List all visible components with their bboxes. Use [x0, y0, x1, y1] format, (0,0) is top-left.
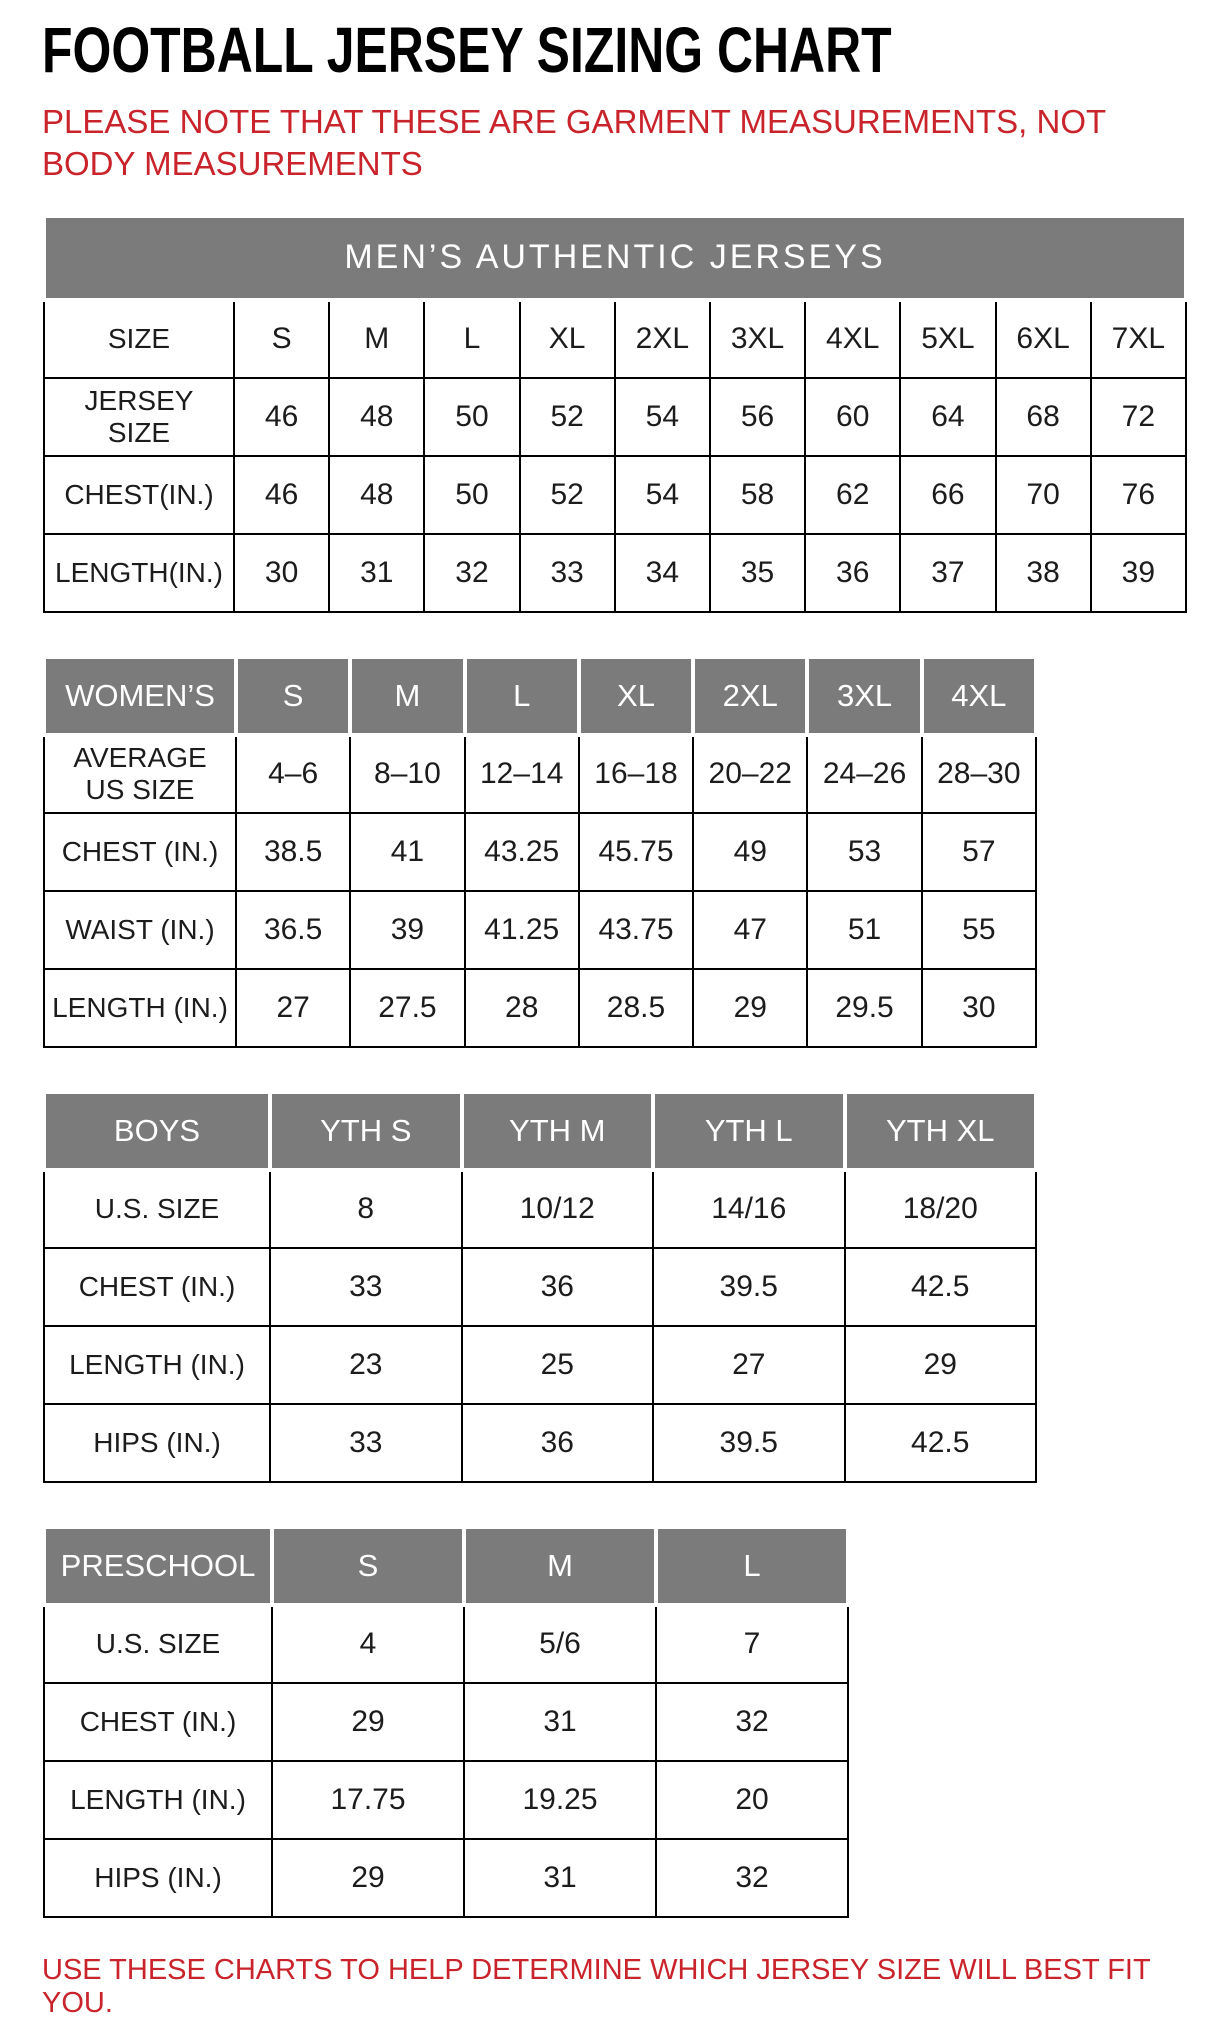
header-cell: XL: [579, 657, 693, 735]
value-cell: 37: [900, 534, 995, 612]
header-label-cell: PRESCHOOL: [44, 1527, 272, 1605]
value-cell: 60: [805, 378, 900, 456]
table-row: [44, 891, 1036, 969]
table-row: [44, 735, 1036, 813]
value-cell: 38.5: [236, 813, 350, 891]
value-cell: 35: [710, 534, 805, 612]
table-row: [44, 813, 1036, 891]
value-cell: 57: [922, 813, 1036, 891]
value-cell: 20: [656, 1761, 848, 1839]
value-cell: 28–30: [922, 735, 1036, 813]
value-cell: 54: [615, 456, 710, 534]
value-cell: 43.75: [579, 891, 693, 969]
value-cell: 68: [996, 378, 1091, 456]
table-row: [44, 1326, 1036, 1404]
header-cell: YTH S: [270, 1092, 462, 1170]
value-cell: S: [234, 300, 329, 378]
value-cell: 36.5: [236, 891, 350, 969]
value-cell: 43.25: [465, 813, 579, 891]
value-cell: 32: [656, 1839, 848, 1917]
value-cell: 6XL: [996, 300, 1091, 378]
value-cell: 33: [270, 1248, 462, 1326]
table-row: [44, 1248, 1036, 1326]
header-cell: 4XL: [922, 657, 1036, 735]
row-label-cell: CHEST (IN.): [44, 1248, 270, 1326]
value-cell: 28.5: [579, 969, 693, 1047]
value-cell: 27: [653, 1326, 845, 1404]
value-cell: 29: [845, 1326, 1037, 1404]
value-cell: 58: [710, 456, 805, 534]
value-cell: 32: [656, 1683, 848, 1761]
row-label-cell: LENGTH(IN.): [44, 534, 234, 612]
header-label-cell: WOMEN’S: [44, 657, 236, 735]
table-row: [44, 1761, 848, 1839]
table-row: [44, 1683, 848, 1761]
value-cell: 72: [1091, 378, 1186, 456]
value-cell: 39: [1091, 534, 1186, 612]
header-cell: L: [465, 657, 579, 735]
value-cell: 8–10: [350, 735, 464, 813]
value-cell: L: [424, 300, 519, 378]
value-cell: 18/20: [845, 1170, 1037, 1248]
value-cell: 29.5: [807, 969, 921, 1047]
value-cell: 30: [922, 969, 1036, 1047]
value-cell: 23: [270, 1326, 462, 1404]
value-cell: 49: [693, 813, 807, 891]
header-cell: S: [236, 657, 350, 735]
value-cell: 36: [462, 1248, 654, 1326]
value-cell: 24–26: [807, 735, 921, 813]
value-cell: 31: [464, 1683, 656, 1761]
page-title: [42, 14, 1194, 86]
value-cell: 30: [234, 534, 329, 612]
table-row: [44, 1839, 848, 1917]
value-cell: 4–6: [236, 735, 350, 813]
value-cell: 8: [270, 1170, 462, 1248]
value-cell: 7: [656, 1605, 848, 1683]
value-cell: 62: [805, 456, 900, 534]
value-cell: 76: [1091, 456, 1186, 534]
value-cell: 56: [710, 378, 805, 456]
value-cell: 31: [464, 1839, 656, 1917]
table-row: [44, 969, 1036, 1047]
row-label-cell: JERSEY SIZE: [44, 378, 234, 456]
value-cell: 7XL: [1091, 300, 1186, 378]
row-label-cell: CHEST(IN.): [44, 456, 234, 534]
value-cell: 27: [236, 969, 350, 1047]
header-cell: YTH M: [462, 1092, 654, 1170]
value-cell: 39.5: [653, 1248, 845, 1326]
value-cell: 53: [807, 813, 921, 891]
value-cell: 31: [329, 534, 424, 612]
value-cell: 54: [615, 378, 710, 456]
value-cell: 29: [272, 1683, 464, 1761]
row-label-cell: SIZE: [44, 300, 234, 378]
header-cell: M: [464, 1527, 656, 1605]
value-cell: 29: [693, 969, 807, 1047]
fit-advice-footer: USE THESE CHARTS TO HELP DETERMINE WHICH JERSEY SIZE WILL BEST FIT YOU.: [42, 1953, 1151, 2019]
row-label-cell: HIPS (IN.): [44, 1404, 270, 1482]
value-cell: 64: [900, 378, 995, 456]
value-cell: 41.25: [465, 891, 579, 969]
value-cell: 20–22: [693, 735, 807, 813]
header-cell: YTH XL: [845, 1092, 1037, 1170]
value-cell: XL: [520, 300, 615, 378]
page-title-text: FOOTBALL JERSEY SIZING CHART: [42, 14, 892, 86]
mens-authentic-jerseys-table: [42, 214, 1188, 613]
value-cell: 17.75: [272, 1761, 464, 1839]
header-cell: S: [272, 1527, 464, 1605]
header-label-cell: BOYS: [44, 1092, 270, 1170]
row-label-cell: U.S. SIZE: [44, 1170, 270, 1248]
value-cell: 52: [520, 378, 615, 456]
value-cell: 33: [270, 1404, 462, 1482]
row-label-cell: AVERAGE US SIZE: [44, 735, 236, 813]
value-cell: 36: [462, 1404, 654, 1482]
value-cell: 5XL: [900, 300, 995, 378]
value-cell: 45.75: [579, 813, 693, 891]
row-label-cell: LENGTH (IN.): [44, 1761, 272, 1839]
value-cell: 46: [234, 456, 329, 534]
value-cell: 48: [329, 456, 424, 534]
table-title-bar: MEN’S AUTHENTIC JERSEYS: [44, 216, 1186, 300]
value-cell: 55: [922, 891, 1036, 969]
value-cell: 50: [424, 378, 519, 456]
value-cell: 14/16: [653, 1170, 845, 1248]
value-cell: 33: [520, 534, 615, 612]
table-row: [44, 534, 1186, 612]
value-cell: 51: [807, 891, 921, 969]
row-label-cell: LENGTH (IN.): [44, 1326, 270, 1404]
table-row: [44, 1605, 848, 1683]
value-cell: 42.5: [845, 1248, 1037, 1326]
value-cell: 36: [805, 534, 900, 612]
row-label-cell: U.S. SIZE: [44, 1605, 272, 1683]
value-cell: 28: [465, 969, 579, 1047]
value-cell: 4: [272, 1605, 464, 1683]
value-cell: 46: [234, 378, 329, 456]
header-cell: YTH L: [653, 1092, 845, 1170]
value-cell: 19.25: [464, 1761, 656, 1839]
value-cell: 27.5: [350, 969, 464, 1047]
table-row: [44, 1404, 1036, 1482]
value-cell: 66: [900, 456, 995, 534]
row-label-cell: CHEST (IN.): [44, 813, 236, 891]
value-cell: 50: [424, 456, 519, 534]
row-label-cell: CHEST (IN.): [44, 1683, 272, 1761]
value-cell: 39.5: [653, 1404, 845, 1482]
value-cell: 12–14: [465, 735, 579, 813]
value-cell: 34: [615, 534, 710, 612]
value-cell: 47: [693, 891, 807, 969]
value-cell: 39: [350, 891, 464, 969]
preschool-sizing-table: [42, 1525, 850, 1918]
value-cell: 32: [424, 534, 519, 612]
row-label-cell: WAIST (IN.): [44, 891, 236, 969]
garment-measurements-note: PLEASE NOTE THAT THESE ARE GARMENT MEASUREMENTS, NOT BODY MEASUREMENTS: [42, 103, 1106, 182]
table-row: [44, 378, 1186, 456]
value-cell: 5/6: [464, 1605, 656, 1683]
value-cell: 42.5: [845, 1404, 1037, 1482]
row-label-cell: LENGTH (IN.): [44, 969, 236, 1047]
value-cell: 2XL: [615, 300, 710, 378]
womens-sizing-table: [42, 655, 1038, 1048]
row-label-cell: HIPS (IN.): [44, 1839, 272, 1917]
value-cell: 48: [329, 378, 424, 456]
value-cell: 16–18: [579, 735, 693, 813]
value-cell: 4XL: [805, 300, 900, 378]
table-row: [44, 1170, 1036, 1248]
boys-sizing-table: [42, 1090, 1038, 1483]
value-cell: 38: [996, 534, 1091, 612]
header-cell: M: [350, 657, 464, 735]
value-cell: 10/12: [462, 1170, 654, 1248]
value-cell: 3XL: [710, 300, 805, 378]
table-row: [44, 300, 1186, 378]
header-cell: 2XL: [693, 657, 807, 735]
value-cell: 52: [520, 456, 615, 534]
value-cell: M: [329, 300, 424, 378]
table-row: [44, 456, 1186, 534]
value-cell: 41: [350, 813, 464, 891]
header-cell: L: [656, 1527, 848, 1605]
value-cell: 70: [996, 456, 1091, 534]
header-cell: 3XL: [807, 657, 921, 735]
value-cell: 29: [272, 1839, 464, 1917]
value-cell: 25: [462, 1326, 654, 1404]
